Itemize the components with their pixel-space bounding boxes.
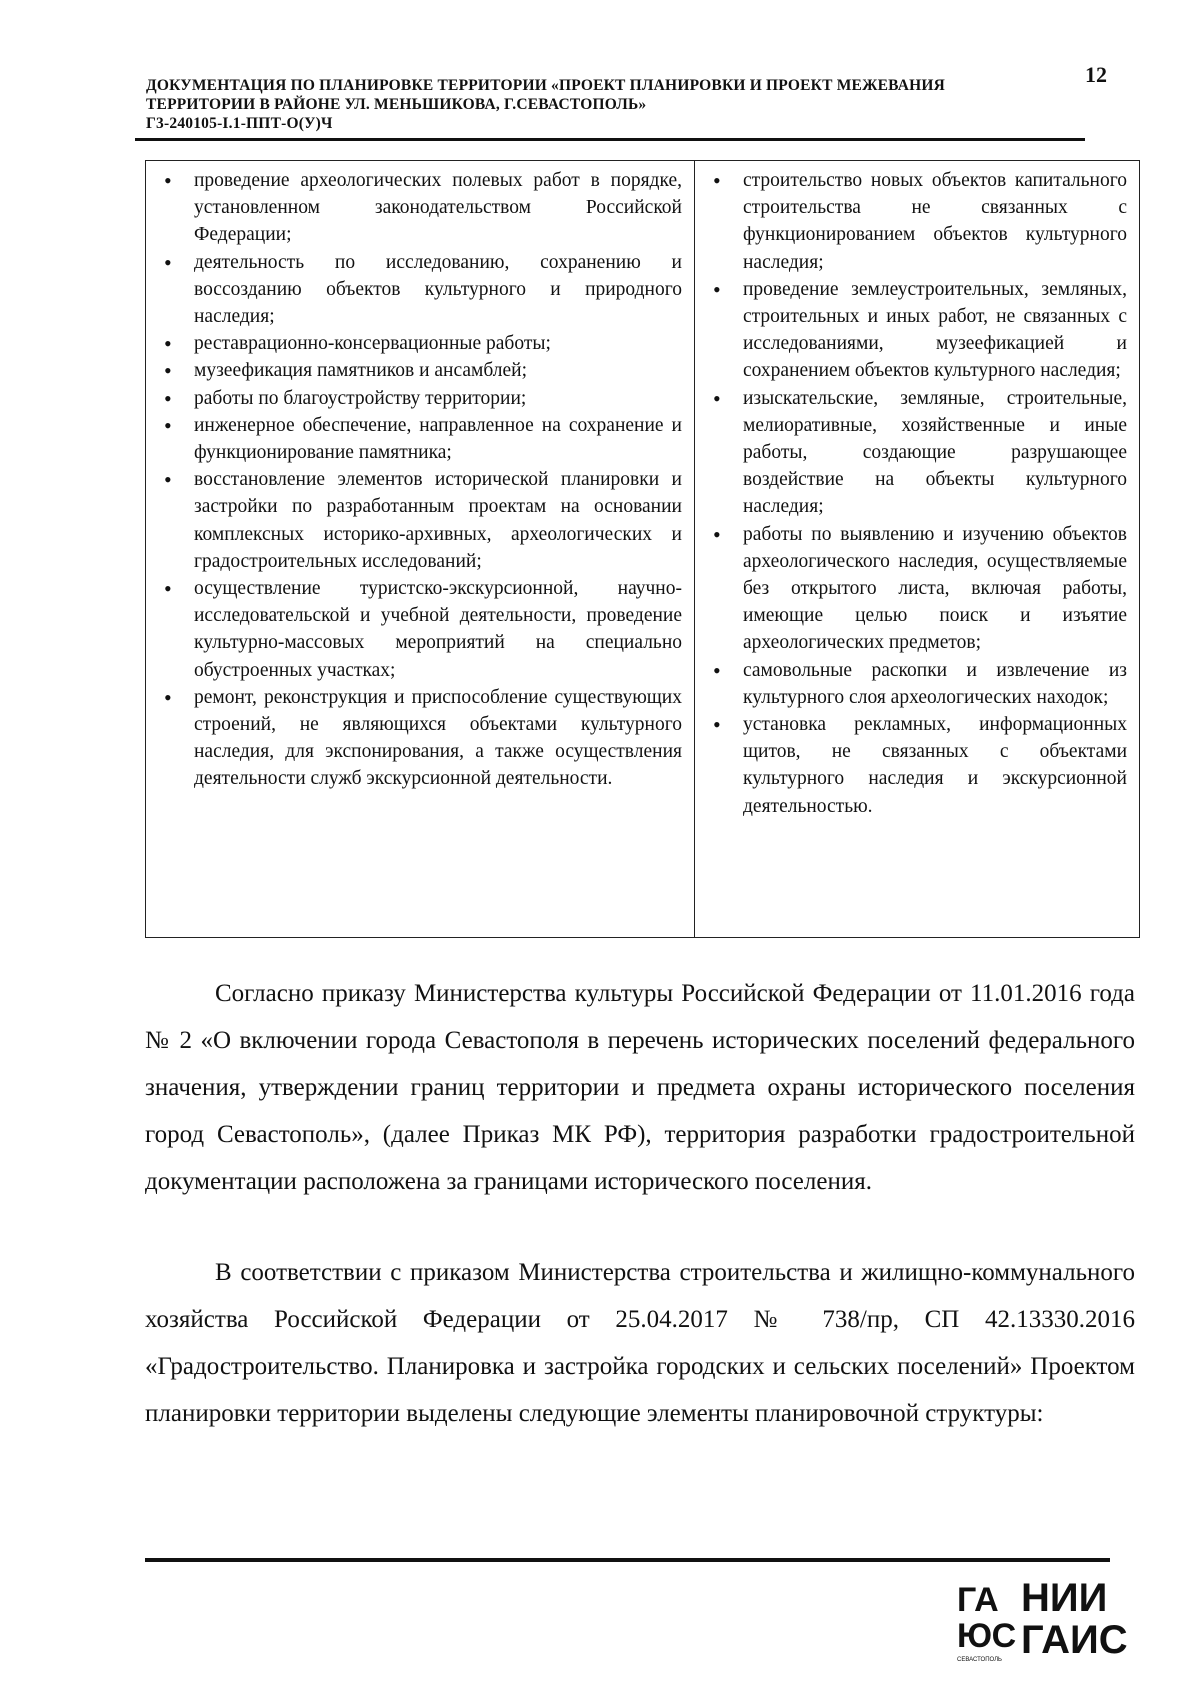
paragraph-ministry-construction-order: В соответствии с приказом Министерства строительства и жилищно-коммунального хозяйства Российской Федерации от 25.04.2017 № 738/пр, СП 42.13330.2016 «Градостроительство. Планировка и застройка городских и сельских поселений» Проектом планировки территории выделены следующие элементы планировочной структуры:: [145, 1259, 1135, 1427]
prohibited-work-item: • строительство новых объектов капитального строительства не связанных с функционированием объектов культурного наследия;: [701, 167, 1127, 276]
header-title-line-2: ТЕРРИТОРИИ В РАЙОНЕ УЛ. МЕНЬШИКОВА, Г.СЕВАСТОПОЛЬ»: [146, 96, 647, 113]
logo-city: СЕВАСТОПОЛЬ: [957, 1657, 1002, 1663]
prohibited-work-item: • работы по выявлению и изучению объектов археологического наследия, осуществляемые без открытого листа, включая работы, имеющие целью поиск и изъятие археологических предметов;: [701, 521, 1127, 657]
prohibited-work-item: • изыскательские, земляные, строительные, мелиоративные, хозяйственные и иные работы, создающие разрушающее воздействие на объекты культурного наследия;: [701, 385, 1127, 521]
prohibited-works-cell: [695, 161, 1140, 938]
permitted-work-item: • деятельность по исследованию, сохранению и воссозданию объектов культурного и природного наследия;: [152, 249, 682, 331]
permitted-work-item: • восстановление элементов исторической планировки и застройки по разработанным проектам на основании комплексных историко-архивных, археологических и градостроительных исследований;: [152, 466, 682, 575]
logo-text-nii: НИИ: [1021, 1576, 1108, 1620]
permitted-work-item: • ремонт, реконструкция и приспособление существующих строений, не являющихся объектами культурного наследия, для экспонирования, а также осуществления деятельности служб экскурсионной деятельности.: [152, 684, 682, 793]
logo-mark-top: ГА: [957, 1581, 999, 1619]
permitted-work-item: • инженерное обеспечение, направленное на сохранение и функционирование памятника;: [152, 412, 682, 466]
permitted-work-item: • реставрационно-консервационные работы;: [152, 330, 682, 357]
permitted-prohibited-works-table: [145, 160, 1140, 938]
prohibited-work-item: • проведение землеустроительных, земляных, строительных и иных работ, не связанных с исследованиями, музеефикацией и сохранением объектов культурного наследия;: [701, 276, 1127, 385]
prohibited-work-item: • самовольные раскопки и извлечение из культурного слоя археологических находок;: [701, 657, 1127, 711]
prohibited-works-list: [701, 167, 1127, 820]
logo-text-gais: ГАИС: [1021, 1618, 1128, 1662]
permitted-works-list: [152, 167, 682, 793]
permitted-works-cell: [146, 161, 695, 938]
document-code: Г3-240105-I.1-ППТ-О(У)Ч: [146, 115, 333, 132]
permitted-work-item: • музеефикация памятников и ансамблей;: [152, 357, 682, 384]
permitted-work-item: • работы по благоустройству территории;: [152, 385, 682, 412]
page-number: 12: [1085, 62, 1107, 87]
logo-mark-bottom: ЮС: [957, 1617, 1017, 1655]
paragraph-ministry-culture-order: Согласно приказу Министерства культуры Российской Федерации от 11.01.2016 года № 2 «О включении города Севастополя в перечень исторических поселений федерального значения, утверждении границ территории и предмета охраны исторического поселения город Севастополь», (далее Приказ МК РФ), территория разработки градостроительной документации расположена за границами исторического поселения.: [145, 980, 1135, 1195]
permitted-work-item: • осуществление туристско-экскурсионной, научно-исследовательской и учебной деятельности, проведение культурно-массовых мероприятий на специально обустроенных участках;: [152, 575, 682, 684]
permitted-work-item: • проведение археологических полевых работ в порядке, установленном законодательством Российской Федерации;: [152, 167, 682, 249]
document-header: [146, 76, 1046, 133]
header-divider: [135, 138, 1085, 141]
footer-divider: [145, 1558, 1110, 1562]
nii-gais-logo: [955, 1575, 1135, 1665]
prohibited-work-item: • установка рекламных, информационных щитов, не связанных с объектами культурного наследия и экскурсионной деятельностью.: [701, 711, 1127, 820]
header-title-line-1: ДОКУМЕНТАЦИЯ ПО ПЛАНИРОВКЕ ТЕРРИТОРИИ «ПРОЕКТ ПЛАНИРОВКИ И ПРОЕКТ МЕЖЕВАНИЯ: [146, 77, 946, 94]
